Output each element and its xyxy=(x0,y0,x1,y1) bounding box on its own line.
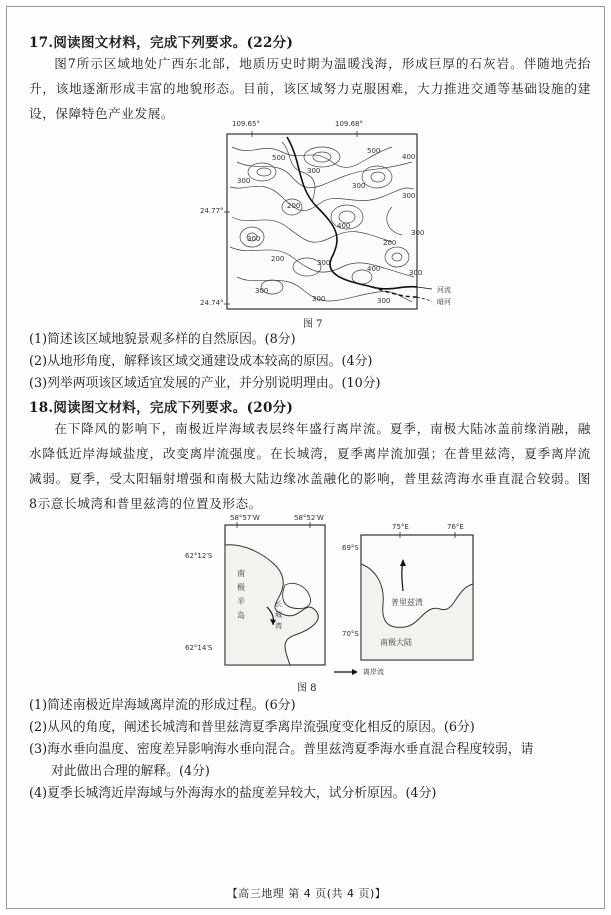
q18-paragraph: 在下降风的影响下，南极近岸海域表层终年盛行离岸流。夏季，南极大陆冰盖前缘消融，融水降低近岸海域盐度，改变离岸流强度。在长城湾，夏季离岸流加强；在普里兹湾，夏季离岸流减弱。夏季，受太阳辐射增强和南极大陆边缘冰盖融化的影响，普里兹湾海水垂直混合较弱。图8示意长城湾和普里兹湾的位置及形态。 xyxy=(29,421,591,511)
fig7-contour-label: 300 xyxy=(312,295,326,303)
fig7-contour-label: 300 xyxy=(237,177,251,185)
fig7-lat-bottom: 24.74° xyxy=(200,299,224,307)
fig7-lon-right: 109.68° xyxy=(335,120,363,128)
fig8-left-lat-1: 62°12′S xyxy=(185,552,213,560)
fig8-left-lat-2: 62°14′S xyxy=(185,644,213,652)
fig7-contour-label: 300 xyxy=(409,269,423,277)
fig7-contour-label: 200 xyxy=(287,202,301,210)
fig7-contour-label: 500 xyxy=(367,147,381,155)
fig8-great-wall-bay-label: 长城湾 xyxy=(275,600,282,630)
fig7-contour-label: 300 xyxy=(377,297,391,305)
fig8-right-lon-2: 76°E xyxy=(447,523,464,531)
exam-page xyxy=(6,6,605,909)
fig8-right-lon-1: 75°E xyxy=(392,523,409,531)
fig7-contour-label: 200 xyxy=(383,239,397,247)
fig7-lon-left: 109.65° xyxy=(232,120,260,128)
q17-question-3: (3)列举两项该区域适宜发展的产业，并分别说明理由。(10分) xyxy=(29,376,381,391)
figure-8-left-map xyxy=(215,515,335,670)
q18-question-1: (1)简述南极近岸海域离岸流的形成过程。(6分) xyxy=(29,698,296,713)
fig8-right-lat-2: 70°S xyxy=(342,630,359,638)
fig7-contour-label: 300 xyxy=(402,192,416,200)
fig8-legend-offshore-flow: 离岸流 xyxy=(363,668,384,676)
fig7-contour-label: 300 xyxy=(255,287,269,295)
q18-question-3: (3)海水垂向温度、密度差异影响海水垂向混合。普里兹湾夏季海水垂直混合程度较弱，请 xyxy=(29,742,534,757)
fig8-antarctic-peninsula-label: 南极半岛 xyxy=(237,569,245,620)
fig7-caption: 图 7 xyxy=(303,319,323,330)
fig7-contour-label: 400 xyxy=(337,222,351,230)
fig7-lat-top: 24.77° xyxy=(200,207,224,215)
fig7-contour-label: 300 xyxy=(247,235,261,243)
fig7-contour-label: 300 xyxy=(307,167,321,175)
fig7-contour-label: 200 xyxy=(271,255,285,263)
q17-question-2: (2)从地形角度，解释该区域交通建设成本较高的原因。(4分) xyxy=(29,354,373,369)
q18-question-4: (4)夏季长城湾近岸海域与外海海水的盐度差异较大，试分析原因。(4分) xyxy=(29,786,437,801)
page-footer: 【高三地理 第 4 页(共 4 页)】 xyxy=(226,887,387,900)
q18-heading: 18.阅读图文材料，完成下列要求。(20分) xyxy=(29,400,294,416)
figure-7-contour-map xyxy=(192,117,452,322)
fig7-contour-label: 400 xyxy=(402,153,416,161)
q17-question-1: (1)简述该区域地貌景观多样的自然原因。(8分) xyxy=(29,332,296,347)
fig8-antarctic-continent-label: 南极大陆 xyxy=(380,638,412,647)
fig8-caption: 图 8 xyxy=(297,683,317,694)
fig8-left-lon-1: 58°57′W xyxy=(230,514,260,522)
fig7-contour-label: 300 xyxy=(352,182,366,190)
fig7-contour-label: 300 xyxy=(317,259,331,267)
q18-question-3-continued: 对此做出合理的解释。(4分) xyxy=(51,764,210,779)
q18-question-2: (2)从风的角度，阐述长城湾和普里兹湾夏季离岸流强度变化相反的原因。(6分) xyxy=(29,720,475,735)
fig7-legend-river: 河流 xyxy=(437,286,451,294)
fig7-contour-label: 400 xyxy=(367,265,381,273)
q17-paragraph: 图7所示区域地处广西东北部，地质历史时期为温暖浅海，形成巨厚的石灰岩。伴随地壳抬升，该地逐渐形成丰富的地貌形态。目前，该区域努力克服困难，大力推进交通等基础设施的建设，保障特色产业发展。 xyxy=(29,56,591,121)
fig7-contour-label: 500 xyxy=(272,154,286,162)
fig8-prydz-bay-label: 普里兹湾 xyxy=(391,598,423,607)
fig8-right-lat-1: 69°S xyxy=(342,544,359,552)
fig8-legend-arrow-icon xyxy=(332,667,362,677)
fig7-legend-underground-river: 暗河 xyxy=(437,298,451,306)
fig7-contour-label: 300 xyxy=(411,229,425,237)
q17-heading: 17.阅读图文材料，完成下列要求。(22分) xyxy=(29,35,294,51)
fig8-left-lon-2: 58°52′W xyxy=(294,514,324,522)
